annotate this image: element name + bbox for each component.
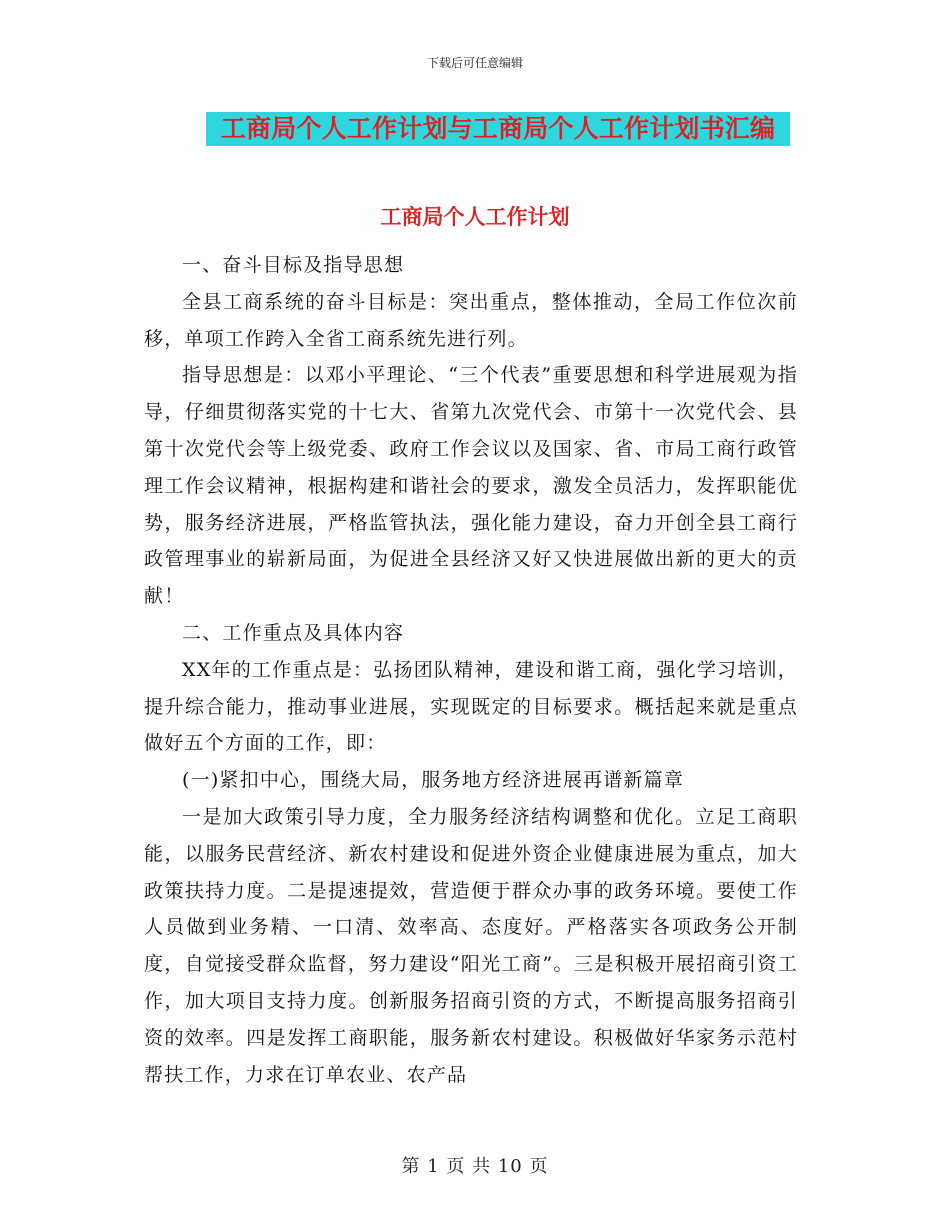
section-title: 工商局个人工作计划 (380, 204, 570, 229)
paragraph: 全县工商系统的奋斗目标是：突出重点，整体推动，全局工作位次前移，单项工作跨入全省工商系统先进行列。 (144, 290, 798, 350)
paragraph: 一是加大政策引导力度，全力服务经济结构调整和优化。立足工商职能，以服务民营经济、新农村建设和促进外资企业健康进展为重点，加大政策扶持力度。二是提速提效，营造便于群众办事的政务环境。要使工作人员做到业务精、一口清、效率高、态度好。严格落实各项政务公开制度，自觉接受群众监督，努力建设“阳光工商”。三是积极开展招商引资工作，加大项目支持力度。创新服务招商引资的方式，不断提高服务招商引资的效率。四是发挥工商职能，服务新农村建设。积极做好华家务示范村帮扶工作，力求在订单农业、农产品 (144, 805, 798, 1086)
main-title: 工商局个人工作计划与工商局个人工作计划书汇编 (220, 114, 776, 143)
main-title-highlight (206, 112, 790, 146)
paragraph: 二、工作重点及具体内容 (182, 621, 405, 644)
paragraph: XX年的工作重点是：弘扬团队精神，建设和谐工商，强化学习培训，提升综合能力，推动事业进展，实现既定的目标要求。概括起来就是重点做好五个方面的工作，即： (144, 658, 798, 755)
paragraph: 指导思想是：以邓小平理论、“三个代表”重要思想和科学进展观为指导，仔细贯彻落实党的十七大、省第九次党代会、市第十一次党代会、县第十次党代会等上级党委、政府工作会议以及国家、省、市局工商行政管理工作会议精神，根据构建和谐社会的要求，激发全员活力，发挥职能优势，服务经济进展，严格监管执法，强化能力建设，奋力开创全县工商行政管理事业的崭新局面，为促进全县经济又好又快进展做出新的更大的贡献！ (144, 364, 798, 608)
header-note: 下载后可任意编辑 (426, 56, 523, 70)
page-number-footer: 第 1 页 共 10 页 (401, 1156, 549, 1177)
paragraph: 一、奋斗目标及指导思想 (182, 254, 405, 276)
paragraph: (一)紧扣中心，围绕大局，服务地方经济进展再谱新篇章 (182, 769, 685, 792)
document-body (144, 247, 798, 1093)
